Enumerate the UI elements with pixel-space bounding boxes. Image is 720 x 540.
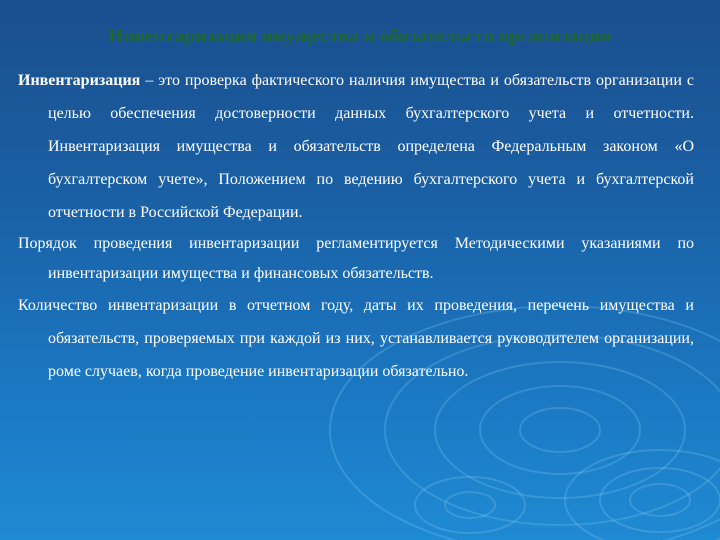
- definition-term: Инвентаризация: [18, 72, 141, 89]
- paragraph-procedure: Порядок проведения инвентаризации регламентируется Методическими указаниями по инвентаризации имущества и финансовых обязательств.: [18, 235, 694, 282]
- slide-body: [18, 64, 694, 388]
- paragraph-quantity: Количество инвентаризации в отчетном году, даты их проведения, перечень имущества и обязательств, проверяемых при каждой из них, устанавливается руководителем организации, роме случаев, когда проведение инвентаризации обязательно.: [18, 297, 694, 380]
- slide-title: Инвентаризация имущества и обязательств организации: [108, 26, 612, 47]
- paragraph-definition: [18, 64, 694, 229]
- definition-text: – это проверка фактического наличия имущества и обязательств организации с целью обеспечения достоверности данных бухгалтерского учета и отчетности. Инвентаризация имущества и обязательств определена Федеральным законом «О бухгалтерском учете», Положением по ведению бухгалтерского учета и бухгалтерской отчетности в Российской Федерации.: [48, 72, 694, 221]
